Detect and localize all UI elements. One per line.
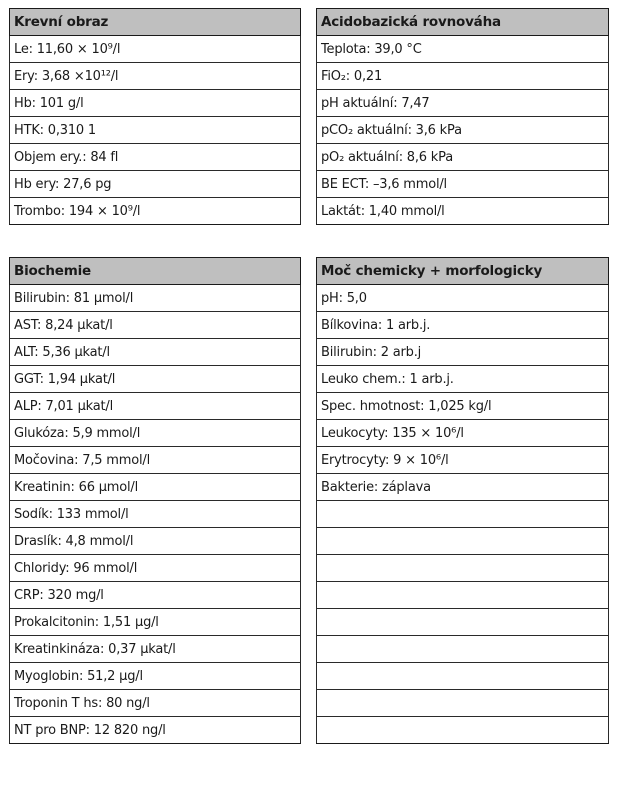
acidobazicka-row	[317, 198, 609, 225]
moc-cell	[317, 663, 609, 690]
biochemie-row	[10, 609, 301, 636]
moc-cell: Bílkovina: 1 arb.j.	[317, 312, 609, 339]
biochemie-row	[10, 501, 301, 528]
biochemie-row	[10, 663, 301, 690]
moc-cell: pH: 5,0	[317, 285, 609, 312]
biochemie-cell: Myoglobin: 51,2 μg/l	[10, 663, 301, 690]
krevni-obraz-cell: Hb: 101 g/l	[10, 90, 301, 117]
moc-cell	[317, 717, 609, 744]
moc-row	[317, 690, 609, 717]
krevni-obraz-row	[10, 90, 301, 117]
biochemie-cell: Chloridy: 96 mmol/l	[10, 555, 301, 582]
biochemie-row	[10, 285, 301, 312]
moc-cell: Spec. hmotnost: 1,025 kg/l	[317, 393, 609, 420]
biochemie-cell: Kreatinin: 66 μmol/l	[10, 474, 301, 501]
acidobazicka-header: Acidobazická rovnováha	[317, 9, 609, 36]
biochemie-row	[10, 393, 301, 420]
biochemie-header: Biochemie	[10, 258, 301, 285]
acidobazicka-cell: BE ECT: –3,6 mmol/l	[317, 171, 609, 198]
biochemie-row	[10, 555, 301, 582]
moc-row	[317, 447, 609, 474]
biochemie-row	[10, 582, 301, 609]
krevni-obraz-row	[10, 171, 301, 198]
acidobazicka-row	[317, 36, 609, 63]
biochemie-cell: NT pro BNP: 12 820 ng/l	[10, 717, 301, 744]
acidobazicka-cell: pO₂ aktuální: 8,6 kPa	[317, 144, 609, 171]
krevni-obraz-cell: Le: 11,60 × 10⁹/l	[10, 36, 301, 63]
moc-row	[317, 339, 609, 366]
biochemie-row	[10, 447, 301, 474]
moc-row	[317, 609, 609, 636]
moc-row	[317, 285, 609, 312]
moc-cell: Leukocyty: 135 × 10⁶/l	[317, 420, 609, 447]
acidobazicka-row	[317, 117, 609, 144]
moc-row	[317, 420, 609, 447]
krevni-obraz-cell: Hb ery: 27,6 pg	[10, 171, 301, 198]
biochemie-cell: AST: 8,24 μkat/l	[10, 312, 301, 339]
acidobazicka-row	[317, 171, 609, 198]
moc-row	[317, 555, 609, 582]
moc-row	[317, 474, 609, 501]
krevni-obraz-cell: HTK: 0,310 1	[10, 117, 301, 144]
biochemie-cell: GGT: 1,94 μkat/l	[10, 366, 301, 393]
biochemie-cell: Troponin T hs: 80 ng/l	[10, 690, 301, 717]
biochemie-row	[10, 528, 301, 555]
biochemie-cell: CRP: 320 mg/l	[10, 582, 301, 609]
biochemie-cell: ALT: 5,36 μkat/l	[10, 339, 301, 366]
krevni-obraz-row	[10, 117, 301, 144]
biochemie-cell: Sodík: 133 mmol/l	[10, 501, 301, 528]
acidobazicka-row	[317, 90, 609, 117]
biochemie-row	[10, 312, 301, 339]
biochemie-row	[10, 690, 301, 717]
moc-row	[317, 636, 609, 663]
moc-row	[317, 501, 609, 528]
biochemie-table	[9, 257, 301, 744]
biochemie-cell: ALP: 7,01 μkat/l	[10, 393, 301, 420]
krevni-obraz-cell: Ery: 3,68 ×10¹²/l	[10, 63, 301, 90]
biochemie-row	[10, 474, 301, 501]
moc-cell: Bakterie: záplava	[317, 474, 609, 501]
moc-cell	[317, 690, 609, 717]
acidobazicka-table	[316, 8, 609, 225]
moc-cell	[317, 609, 609, 636]
moc-row	[317, 528, 609, 555]
biochemie-cell: Bilirubin: 81 μmol/l	[10, 285, 301, 312]
krevni-obraz-header: Krevní obraz	[10, 9, 301, 36]
acidobazicka-cell: pCO₂ aktuální: 3,6 kPa	[317, 117, 609, 144]
moc-header: Moč chemicky + morfologicky	[317, 258, 609, 285]
moc-row	[317, 393, 609, 420]
krevni-obraz-row	[10, 198, 301, 225]
moc-row	[317, 366, 609, 393]
moc-cell	[317, 582, 609, 609]
krevni-obraz-table	[9, 8, 301, 225]
krevni-obraz-row	[10, 36, 301, 63]
moc-cell: Bilirubin: 2 arb.j	[317, 339, 609, 366]
biochemie-row	[10, 420, 301, 447]
krevni-obraz-row	[10, 63, 301, 90]
biochemie-cell: Močovina: 7,5 mmol/l	[10, 447, 301, 474]
biochemie-row	[10, 366, 301, 393]
acidobazicka-cell: Laktát: 1,40 mmol/l	[317, 198, 609, 225]
moc-cell: Leuko chem.: 1 arb.j.	[317, 366, 609, 393]
moc-table	[316, 257, 609, 744]
acidobazicka-cell: pH aktuální: 7,47	[317, 90, 609, 117]
biochemie-cell: Glukóza: 5,9 mmol/l	[10, 420, 301, 447]
biochemie-cell: Prokalcitonin: 1,51 μg/l	[10, 609, 301, 636]
krevni-obraz-row	[10, 144, 301, 171]
moc-cell	[317, 501, 609, 528]
krevni-obraz-cell: Trombo: 194 × 10⁹/l	[10, 198, 301, 225]
moc-cell	[317, 555, 609, 582]
acidobazicka-cell: FiO₂: 0,21	[317, 63, 609, 90]
acidobazicka-row	[317, 144, 609, 171]
acidobazicka-row	[317, 63, 609, 90]
biochemie-row	[10, 636, 301, 663]
moc-cell	[317, 636, 609, 663]
moc-row	[317, 717, 609, 744]
biochemie-cell: Kreatinkináza: 0,37 μkat/l	[10, 636, 301, 663]
moc-row	[317, 312, 609, 339]
moc-row	[317, 663, 609, 690]
krevni-obraz-cell: Objem ery.: 84 fl	[10, 144, 301, 171]
biochemie-cell: Draslík: 4,8 mmol/l	[10, 528, 301, 555]
moc-cell: Erytrocyty: 9 × 10⁶/l	[317, 447, 609, 474]
moc-row	[317, 582, 609, 609]
biochemie-row	[10, 717, 301, 744]
biochemie-row	[10, 339, 301, 366]
moc-cell	[317, 528, 609, 555]
acidobazicka-cell: Teplota: 39,0 °C	[317, 36, 609, 63]
